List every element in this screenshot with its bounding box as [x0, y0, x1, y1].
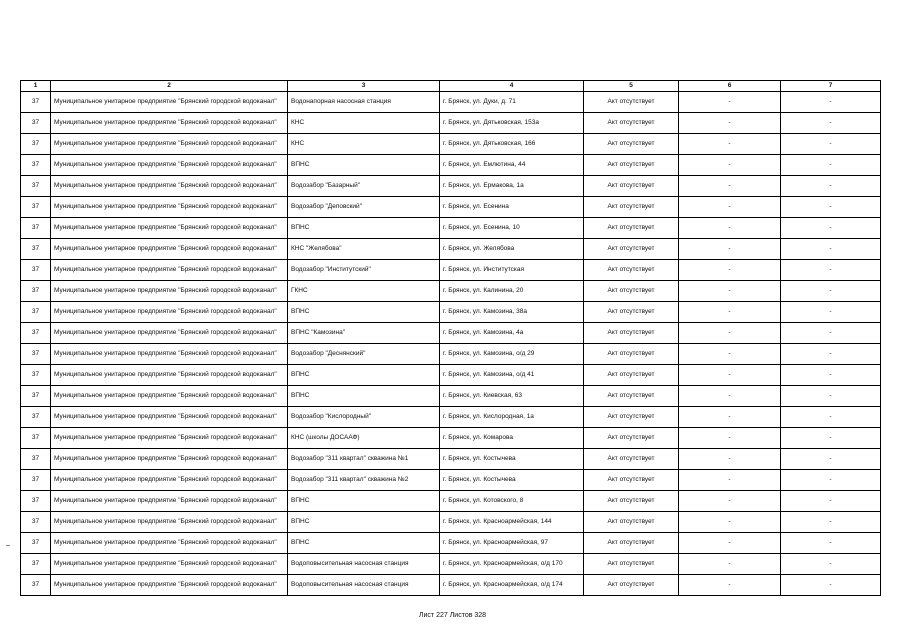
row-number: 37 — [21, 323, 51, 344]
row-number: 37 — [21, 491, 51, 512]
act-status: Акт отсутствует — [584, 512, 679, 533]
row-number: 37 — [21, 134, 51, 155]
row-number: 37 — [21, 155, 51, 176]
col-6-value: - — [679, 260, 781, 281]
table-row — [21, 218, 881, 239]
organization-name: Муниципальное унитарное предприятие "Брянский городской водоканал" — [51, 365, 288, 386]
col-6-value: - — [679, 365, 781, 386]
col-7-value: - — [781, 386, 881, 407]
header-col-4: 4 — [440, 81, 584, 92]
col-7-value: - — [781, 239, 881, 260]
header-col-2: 2 — [51, 81, 288, 92]
object-address: г. Брянск, ул. Костычева — [440, 449, 584, 470]
object-name: ВПНС — [288, 302, 440, 323]
organization-name: Муниципальное унитарное предприятие "Брянский городской водоканал" — [51, 260, 288, 281]
col-6-value: - — [679, 386, 781, 407]
object-name: Водонапорная насосная станция — [288, 92, 440, 113]
table-row — [21, 554, 881, 575]
organization-name: Муниципальное унитарное предприятие "Брянский городской водоканал" — [51, 176, 288, 197]
organization-name: Муниципальное унитарное предприятие "Брянский городской водоканал" — [51, 344, 288, 365]
object-address: г. Брянск, ул. Есенина — [440, 197, 584, 218]
organization-name: Муниципальное унитарное предприятие "Брянский городской водоканал" — [51, 470, 288, 491]
row-number: 37 — [21, 176, 51, 197]
col-6-value: - — [679, 470, 781, 491]
header-col-7: 7 — [781, 81, 881, 92]
row-number: 37 — [21, 386, 51, 407]
table-row — [21, 344, 881, 365]
table-row — [21, 134, 881, 155]
object-address: г. Брянск, ул. Красноармейская, 97 — [440, 533, 584, 554]
col-7-value: - — [781, 407, 881, 428]
header-col-1: 1 — [21, 81, 51, 92]
object-name: ВПНС "Камозина" — [288, 323, 440, 344]
object-name: Водозабор "311 квартал" скважина №2 — [288, 470, 440, 491]
col-6-value: - — [679, 533, 781, 554]
col-7-value: - — [781, 176, 881, 197]
header-col-6: 6 — [679, 81, 781, 92]
col-6-value: - — [679, 554, 781, 575]
object-address: г. Брянск, ул. Ермакова, 1а — [440, 176, 584, 197]
act-status: Акт отсутствует — [584, 407, 679, 428]
row-number: 37 — [21, 260, 51, 281]
registry-table — [20, 80, 881, 596]
table-row — [21, 92, 881, 113]
act-status: Акт отсутствует — [584, 134, 679, 155]
object-address: г. Брянск, ул. Камозина, 4а — [440, 323, 584, 344]
organization-name: Муниципальное унитарное предприятие "Брянский городской водоканал" — [51, 533, 288, 554]
table-row — [21, 470, 881, 491]
table-row — [21, 260, 881, 281]
col-7-value: - — [781, 113, 881, 134]
row-number: 37 — [21, 92, 51, 113]
table-row — [21, 113, 881, 134]
row-number: 37 — [21, 554, 51, 575]
table-header — [21, 81, 881, 92]
row-number: 37 — [21, 302, 51, 323]
page-footer: Лист 227 Листов 328 — [418, 612, 487, 619]
col-7-value: - — [781, 428, 881, 449]
col-6-value: - — [679, 323, 781, 344]
organization-name: Муниципальное унитарное предприятие "Брянский городской водоканал" — [51, 554, 288, 575]
header-row — [21, 81, 881, 92]
object-name: КНС — [288, 113, 440, 134]
row-number: 37 — [21, 428, 51, 449]
col-6-value: - — [679, 512, 781, 533]
object-address: г. Брянск, ул. Емлютина, 44 — [440, 155, 584, 176]
organization-name: Муниципальное унитарное предприятие "Брянский городской водоканал" — [51, 218, 288, 239]
col-6-value: - — [679, 134, 781, 155]
act-status: Акт отсутствует — [584, 176, 679, 197]
col-6-value: - — [679, 218, 781, 239]
object-name: ВПНС — [288, 155, 440, 176]
object-address: г. Брянск, ул. Калинина, 20 — [440, 281, 584, 302]
col-7-value: - — [781, 92, 881, 113]
row-number: 37 — [21, 281, 51, 302]
object-address: г. Брянск, ул. Дятьковская, 153а — [440, 113, 584, 134]
table-row — [21, 491, 881, 512]
row-number: 37 — [21, 365, 51, 386]
object-address: г. Брянск, ул. Киевская, 63 — [440, 386, 584, 407]
col-6-value: - — [679, 449, 781, 470]
act-status: Акт отсутствует — [584, 449, 679, 470]
table-row — [21, 533, 881, 554]
act-status: Акт отсутствует — [584, 554, 679, 575]
object-name: Водозабор "Деснянский" — [288, 344, 440, 365]
organization-name: Муниципальное унитарное предприятие "Брянский городской водоканал" — [51, 92, 288, 113]
object-address: г. Брянск, ул. Институтская — [440, 260, 584, 281]
row-number: 37 — [21, 449, 51, 470]
object-address: г. Брянск, ул. Камозина, 38а — [440, 302, 584, 323]
table-row — [21, 155, 881, 176]
table-row — [21, 281, 881, 302]
act-status: Акт отсутствует — [584, 260, 679, 281]
row-number: 37 — [21, 218, 51, 239]
act-status: Акт отсутствует — [584, 92, 679, 113]
table-row — [21, 449, 881, 470]
object-address: г. Брянск, ул. Костычева — [440, 470, 584, 491]
row-number: 37 — [21, 533, 51, 554]
table-row — [21, 407, 881, 428]
object-name: Водозабор "Кислородный" — [288, 407, 440, 428]
act-status: Акт отсутствует — [584, 365, 679, 386]
object-name: ВПНС — [288, 365, 440, 386]
object-name: Водозабор "Институтский" — [288, 260, 440, 281]
row-number: 37 — [21, 512, 51, 533]
object-address: г. Брянск, ул. Красноармейская, о/д 174 — [440, 575, 584, 596]
table-row — [21, 197, 881, 218]
organization-name: Муниципальное унитарное предприятие "Брянский городской водоканал" — [51, 449, 288, 470]
act-status: Акт отсутствует — [584, 344, 679, 365]
document-sheet — [20, 80, 880, 596]
col-7-value: - — [781, 554, 881, 575]
col-7-value: - — [781, 323, 881, 344]
object-name: КНС "Желябова" — [288, 239, 440, 260]
object-address: г. Брянск, ул. Желябова — [440, 239, 584, 260]
organization-name: Муниципальное унитарное предприятие "Брянский городской водоканал" — [51, 134, 288, 155]
col-6-value: - — [679, 92, 781, 113]
col-7-value: - — [781, 197, 881, 218]
act-status: Акт отсутствует — [584, 386, 679, 407]
row-number: 37 — [21, 407, 51, 428]
col-7-value: - — [781, 155, 881, 176]
col-6-value: - — [679, 491, 781, 512]
col-7-value: - — [781, 134, 881, 155]
act-status: Акт отсутствует — [584, 428, 679, 449]
col-6-value: - — [679, 113, 781, 134]
object-name: ВПНС — [288, 512, 440, 533]
act-status: Акт отсутствует — [584, 323, 679, 344]
object-address: г. Брянск, ул. Камозина, о/д 29 — [440, 344, 584, 365]
col-6-value: - — [679, 281, 781, 302]
object-address: г. Брянск, ул. Камозина, о/д 41 — [440, 365, 584, 386]
col-6-value: - — [679, 155, 781, 176]
organization-name: Муниципальное унитарное предприятие "Брянский городской водоканал" — [51, 323, 288, 344]
act-status: Акт отсутствует — [584, 491, 679, 512]
table-row — [21, 176, 881, 197]
object-address: г. Брянск, ул. Котовского, 8 — [440, 491, 584, 512]
col-7-value: - — [781, 449, 881, 470]
col-7-value: - — [781, 533, 881, 554]
organization-name: Муниципальное унитарное предприятие "Брянский городской водоканал" — [51, 281, 288, 302]
act-status: Акт отсутствует — [584, 281, 679, 302]
organization-name: Муниципальное унитарное предприятие "Брянский городской водоканал" — [51, 113, 288, 134]
act-status: Акт отсутствует — [584, 239, 679, 260]
act-status: Акт отсутствует — [584, 575, 679, 596]
object-name: Водозабор "311 квартал" скважина №1 — [288, 449, 440, 470]
object-name: Водозабор "Деповский" — [288, 197, 440, 218]
object-address: г. Брянск, ул. Дуки, д. 71 — [440, 92, 584, 113]
col-6-value: - — [679, 428, 781, 449]
col-7-value: - — [781, 344, 881, 365]
col-6-value: - — [679, 344, 781, 365]
table-row — [21, 323, 881, 344]
scan-artifact — [6, 545, 10, 546]
organization-name: Муниципальное унитарное предприятие "Брянский городской водоканал" — [51, 428, 288, 449]
row-number: 37 — [21, 575, 51, 596]
act-status: Акт отсутствует — [584, 197, 679, 218]
organization-name: Муниципальное унитарное предприятие "Брянский городской водоканал" — [51, 512, 288, 533]
row-number: 37 — [21, 239, 51, 260]
organization-name: Муниципальное унитарное предприятие "Брянский городской водоканал" — [51, 407, 288, 428]
row-number: 37 — [21, 344, 51, 365]
object-address: г. Брянск, ул. Красноармейская, о/д 170 — [440, 554, 584, 575]
organization-name: Муниципальное унитарное предприятие "Брянский городской водоканал" — [51, 386, 288, 407]
header-col-3: 3 — [288, 81, 440, 92]
col-7-value: - — [781, 218, 881, 239]
act-status: Акт отсутствует — [584, 302, 679, 323]
object-name: ГКНС — [288, 281, 440, 302]
object-name: Водоповысительная насосная станция — [288, 575, 440, 596]
table-row — [21, 302, 881, 323]
table-row — [21, 428, 881, 449]
col-7-value: - — [781, 491, 881, 512]
col-7-value: - — [781, 260, 881, 281]
act-status: Акт отсутствует — [584, 533, 679, 554]
table-row — [21, 239, 881, 260]
act-status: Акт отсутствует — [584, 155, 679, 176]
organization-name: Муниципальное унитарное предприятие "Брянский городской водоканал" — [51, 302, 288, 323]
object-name: Водоповысительная насосная станция — [288, 554, 440, 575]
col-7-value: - — [781, 365, 881, 386]
table-row — [21, 575, 881, 596]
object-name: ВПНС — [288, 386, 440, 407]
col-7-value: - — [781, 281, 881, 302]
row-number: 37 — [21, 113, 51, 134]
object-address: г. Брянск, ул. Комарова — [440, 428, 584, 449]
col-6-value: - — [679, 239, 781, 260]
col-7-value: - — [781, 512, 881, 533]
object-name: КНС (школы ДОСААФ) — [288, 428, 440, 449]
col-6-value: - — [679, 197, 781, 218]
col-6-value: - — [679, 575, 781, 596]
act-status: Акт отсутствует — [584, 470, 679, 491]
object-name: ВПНС — [288, 533, 440, 554]
object-name: ВПНС — [288, 491, 440, 512]
col-6-value: - — [679, 176, 781, 197]
act-status: Акт отсутствует — [584, 218, 679, 239]
col-6-value: - — [679, 407, 781, 428]
col-6-value: - — [679, 302, 781, 323]
row-number: 37 — [21, 197, 51, 218]
act-status: Акт отсутствует — [584, 113, 679, 134]
row-number: 37 — [21, 470, 51, 491]
header-col-5: 5 — [584, 81, 679, 92]
table-row — [21, 386, 881, 407]
object-address: г. Брянск, ул. Дятьковская, 166 — [440, 134, 584, 155]
col-7-value: - — [781, 470, 881, 491]
organization-name: Муниципальное унитарное предприятие "Брянский городской водоканал" — [51, 197, 288, 218]
object-address: г. Брянск, ул. Есенина, 10 — [440, 218, 584, 239]
object-name: КНС — [288, 134, 440, 155]
table-body — [21, 92, 881, 596]
organization-name: Муниципальное унитарное предприятие "Брянский городской водоканал" — [51, 155, 288, 176]
col-7-value: - — [781, 575, 881, 596]
object-address: г. Брянск, ул. Кислородная, 1а — [440, 407, 584, 428]
organization-name: Муниципальное унитарное предприятие "Брянский городской водоканал" — [51, 239, 288, 260]
object-name: Водозабор "Базарный" — [288, 176, 440, 197]
organization-name: Муниципальное унитарное предприятие "Брянский городской водоканал" — [51, 575, 288, 596]
table-row — [21, 512, 881, 533]
object-address: г. Брянск, ул. Красноармейская, 144 — [440, 512, 584, 533]
object-name: ВПНС — [288, 218, 440, 239]
col-7-value: - — [781, 302, 881, 323]
table-row — [21, 365, 881, 386]
organization-name: Муниципальное унитарное предприятие "Брянский городской водоканал" — [51, 491, 288, 512]
